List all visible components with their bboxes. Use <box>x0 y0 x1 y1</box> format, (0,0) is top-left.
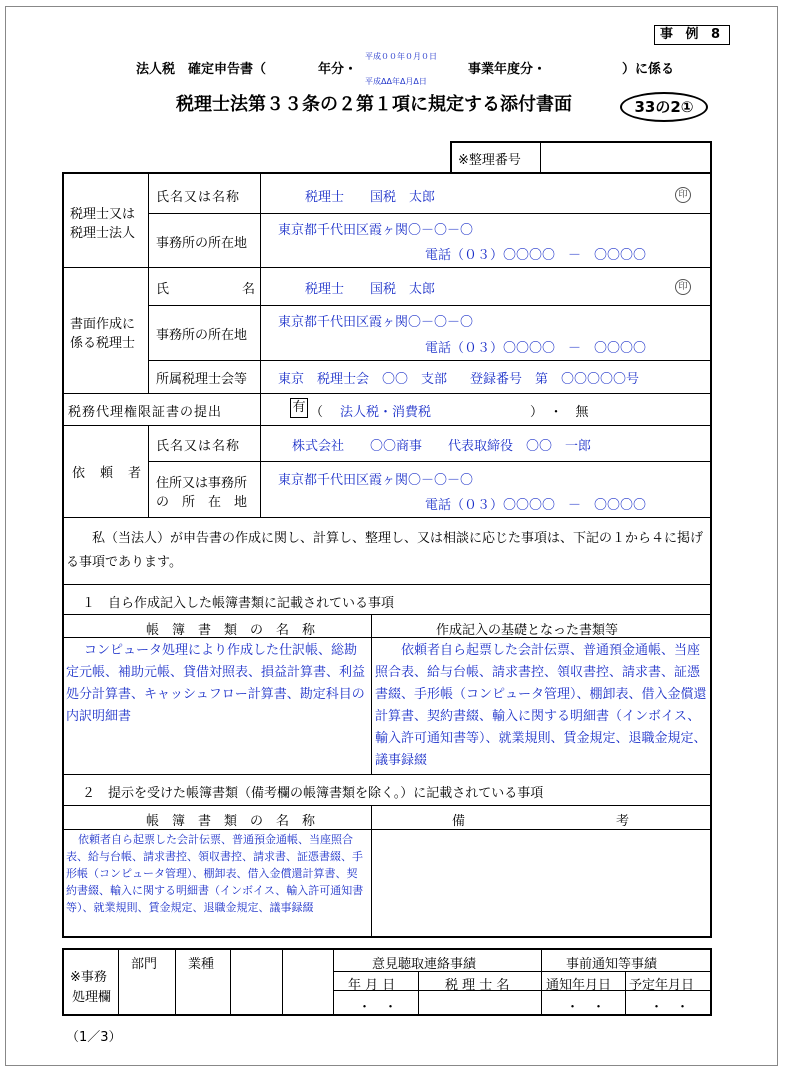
hearing-date-dots: ・ ・ <box>358 1000 398 1015</box>
accountant-name-label: 税 理 士 名 <box>445 978 510 993</box>
writer-seal-icon: 印 <box>675 279 691 295</box>
proxy-yes-box: 有 <box>290 398 308 418</box>
planned-date-label: 予定年月日 <box>629 978 695 993</box>
document-title: 税理士法第３３条の２第１項に規定する添付書面 <box>176 94 572 115</box>
name-label: 氏名又は名称 <box>156 190 241 205</box>
header-date-top: 平成００年０月０日 <box>365 52 437 61</box>
proxy-value: 法人税・消費税 <box>340 405 432 420</box>
writer-address: 東京都千代田区霞ヶ関〇－〇－〇 <box>278 315 474 330</box>
section2-col-right-b: 考 <box>616 814 630 829</box>
section2-col-left: 帳 簿 書 類 の 名 称 <box>146 814 316 829</box>
notice-date-label: 通知年月日 <box>546 978 612 993</box>
writer-phone: 電話（０３）〇〇〇〇 － 〇〇〇〇 <box>425 341 647 356</box>
case-number-box: 事 例 8 <box>654 25 730 45</box>
planned-date-dots: ・ ・ <box>650 1000 690 1015</box>
proxy-paren-close: ） ・ 無 <box>530 405 589 420</box>
tax-accountant-label-2: 税理士法人 <box>70 226 136 241</box>
section1-col-left: 帳 簿 書 類 の 名 称 <box>146 623 316 638</box>
prior-notice-label: 事前通知等事績 <box>566 957 658 972</box>
section1-col-right: 作成記入の基礎となった書類等 <box>436 623 619 638</box>
header-line1-c: 事業年度分・ <box>468 62 547 77</box>
office-phone: 電話（０３）〇〇〇〇 － 〇〇〇〇 <box>425 248 647 263</box>
section1-right-text: 依頼者自ら起票した会計伝票、普通預金通帳、当座照合表、給与台帳、請求書控、領収書控、請求書、証憑書綴、手形帳（コンピュータ管理）、棚卸表、借入金償還計算書、契約書綴、輸入に関する明細書（インボイス、輸入許可通知書等）、就業規則、賃金規定、退職金規定、議事録綴 <box>375 643 707 768</box>
client-label: 依 頼 者 <box>72 466 143 481</box>
notice-date-dots: ・ ・ <box>566 1000 606 1015</box>
writer-office-label: 事務所の所在地 <box>156 328 248 343</box>
header-line1-a: 法人税 確定申告書（ <box>136 62 267 77</box>
office-label: 事務所の所在地 <box>156 236 248 251</box>
hearing-label: 意見聴取連絡事績 <box>372 957 477 972</box>
form-badge: 33の2① <box>620 92 708 122</box>
section1-heading: １ 自ら作成記入した帳簿書類に記載されている事項 <box>82 596 395 611</box>
type-label: 業種 <box>188 957 215 972</box>
dept-label: 部門 <box>131 957 158 972</box>
hearing-date-label: 年 月 日 <box>348 978 396 993</box>
ref-number-label: ※整理番号 <box>458 153 521 168</box>
office-use-label-2: 処理欄 <box>72 990 112 1005</box>
tax-accountant-label-1: 税理士又は <box>70 207 136 222</box>
name-value: 税理士 国税 太郎 <box>305 190 436 205</box>
assoc-label: 所属税理士会等 <box>156 372 248 387</box>
office-use-label-1: ※事務 <box>70 970 107 985</box>
client-address: 東京都千代田区霞ヶ関〇－〇－〇 <box>278 473 474 488</box>
section2-left-text: 依頼者自ら起票した会計伝票、普通預金通帳、当座照合表、給与台帳、請求書控、領収書控、請求書、証憑書綴、手形帳（コンピュータ管理）、棚卸表、借入金償還計算書、契約書綴、輸入に関する明細書（インボイス、輸入許可通知書等）、就業規則、賃金規定、退職金規定、議事録綴 <box>66 833 364 914</box>
client-phone: 電話（０３）〇〇〇〇 － 〇〇〇〇 <box>425 498 647 513</box>
writer-label-1: 書面作成に <box>70 317 136 332</box>
assoc-value: 東京 税理士会 〇〇 支部 <box>278 372 448 387</box>
header-line1-b: 年分・ <box>318 62 358 77</box>
section2-heading: ２ 提示を受けた帳簿書類（備考欄の帳簿書類を除く。）に記載されている事項 <box>82 786 544 801</box>
statement-text: 私（当法人）が申告書の作成に関し、計算し、整理し、又は相談に応じた事項は、下記の１から４に掲げる事項であります。 <box>66 531 704 570</box>
office-address: 東京都千代田区霞ヶ関〇－〇－〇 <box>278 223 474 238</box>
proxy-label: 税務代理権限証書の提出 <box>68 405 223 420</box>
section1-left-text: コンピュータ処理により作成した仕訳帳、総勘定元帳、補助元帳、貸借対照表、損益計算書、利益処分計算書、キャッシュフロー計算書、勘定科目の内訳明細書 <box>66 643 366 724</box>
writer-name-value: 税理士 国税 太郎 <box>305 282 436 297</box>
writer-name-label-1: 氏 <box>156 282 170 297</box>
section2-col-right-a: 備 <box>452 814 466 829</box>
seal-icon: 印 <box>675 187 691 203</box>
writer-label-2: 係る税理士 <box>70 336 136 351</box>
registration-number: 登録番号 第 〇〇〇〇〇号 <box>470 372 640 387</box>
page-number: （1／3） <box>66 1030 122 1045</box>
client-address-label-1: 住所又は事務所 <box>156 476 248 491</box>
client-address-label-2: の 所 在 地 <box>156 495 248 510</box>
proxy-paren-open: （ <box>310 405 324 420</box>
header-line1-d: ）に係る <box>622 62 675 77</box>
client-name-label: 氏名又は名称 <box>156 439 241 454</box>
client-name-value: 株式会社 〇〇商事 代表取締役 〇〇 一郎 <box>292 439 592 454</box>
header-date-bottom: 平成ΔΔ年Δ月Δ日 <box>365 77 427 86</box>
writer-name-label-2: 名 <box>242 282 256 297</box>
